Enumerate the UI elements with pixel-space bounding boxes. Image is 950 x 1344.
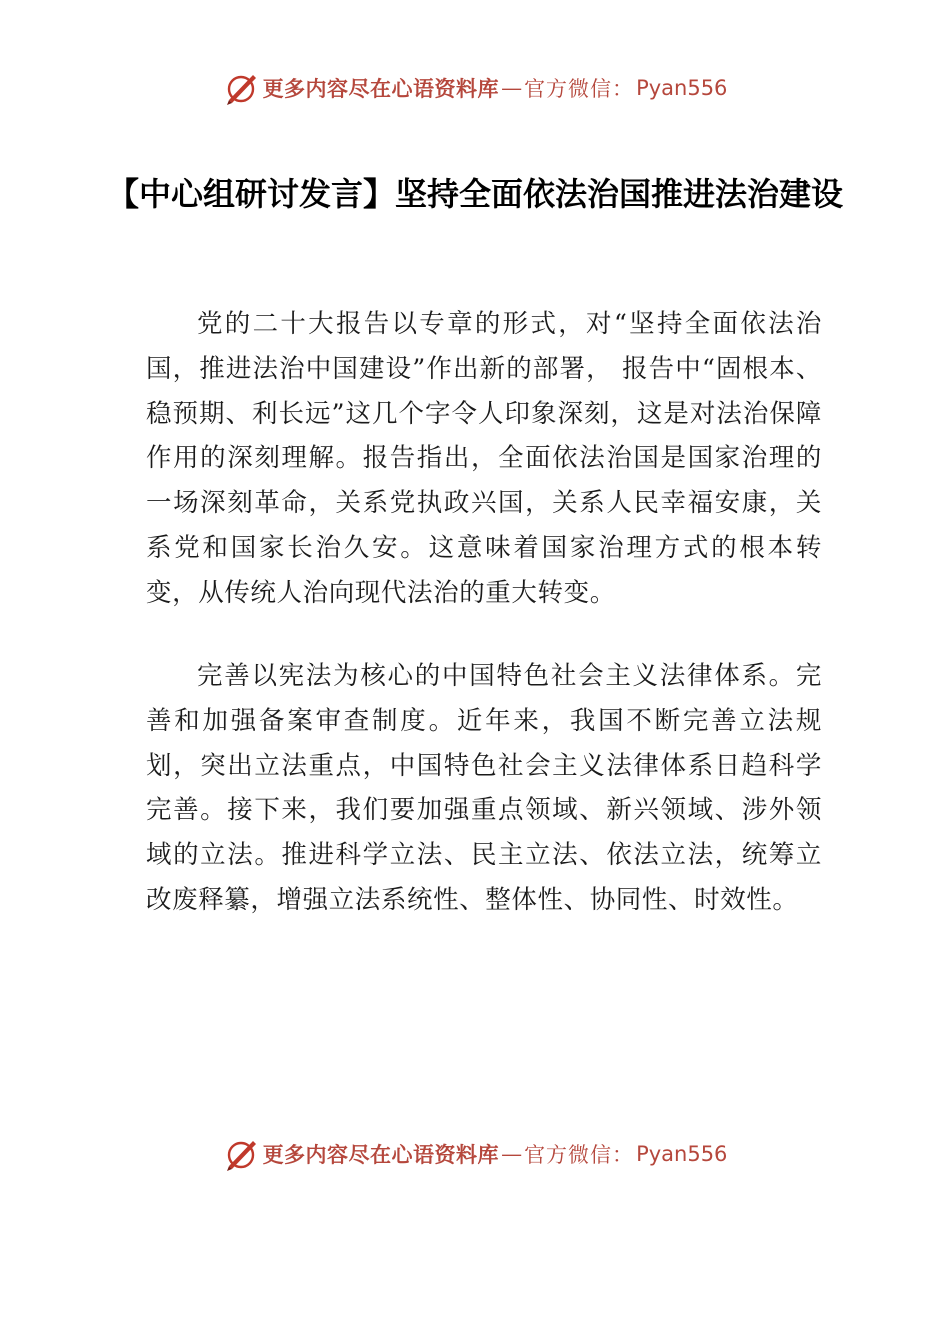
banner-dash: — — [501, 76, 523, 100]
footer-banner — [0, 1136, 950, 1172]
banner-dash: — — [501, 1142, 523, 1166]
paragraph-1: 党的二十大报告以专章的形式，对“坚持全面依法治国，推进法治中国建设”作出新的部署， 报告中“固根本、稳预期、利长远”这几个字令人印象深刻，这是对法治保障作用的深刻理解。报告指出，全面依法治国是国家治理的一场深刻革命，关系党执政兴国，关系人民幸福安康，关系党和国家长治久安。这意味着国家治理方式的根本转变，从传统人治向现代法治的重大转变。 — [146, 309, 822, 608]
paragraph-2: 完善以宪法为核心的中国特色社会主义法律体系。完善和加强备案审查制度。近年来，我国不断完善立法规划，突出立法重点，中国特色社会主义法律体系日趋科学完善。接下来，我们要加强重点领域、新兴领域、涉外领域的立法。推进科学立法、民主立法、依法立法，统筹立改废释纂，增强立法系统性、整体性、协同性、时效性。 — [146, 661, 822, 915]
pen-logo-icon — [223, 70, 259, 106]
pen-logo-icon — [223, 1136, 259, 1172]
banner-text: 更多内容尽在心语资料库 — [262, 76, 500, 101]
banner-wechat-id: Pyan556 — [636, 1142, 728, 1166]
banner-wechat-label: 官方微信： — [524, 1143, 635, 1167]
page-title: 【中心组研讨发言】坚持全面依法治国推进法治建设 — [106, 175, 843, 213]
banner-wechat-label: 官方微信： — [524, 77, 635, 101]
header-banner — [0, 70, 950, 106]
banner-text: 更多内容尽在心语资料库 — [262, 1142, 500, 1167]
banner-wechat-id: Pyan556 — [636, 76, 728, 100]
